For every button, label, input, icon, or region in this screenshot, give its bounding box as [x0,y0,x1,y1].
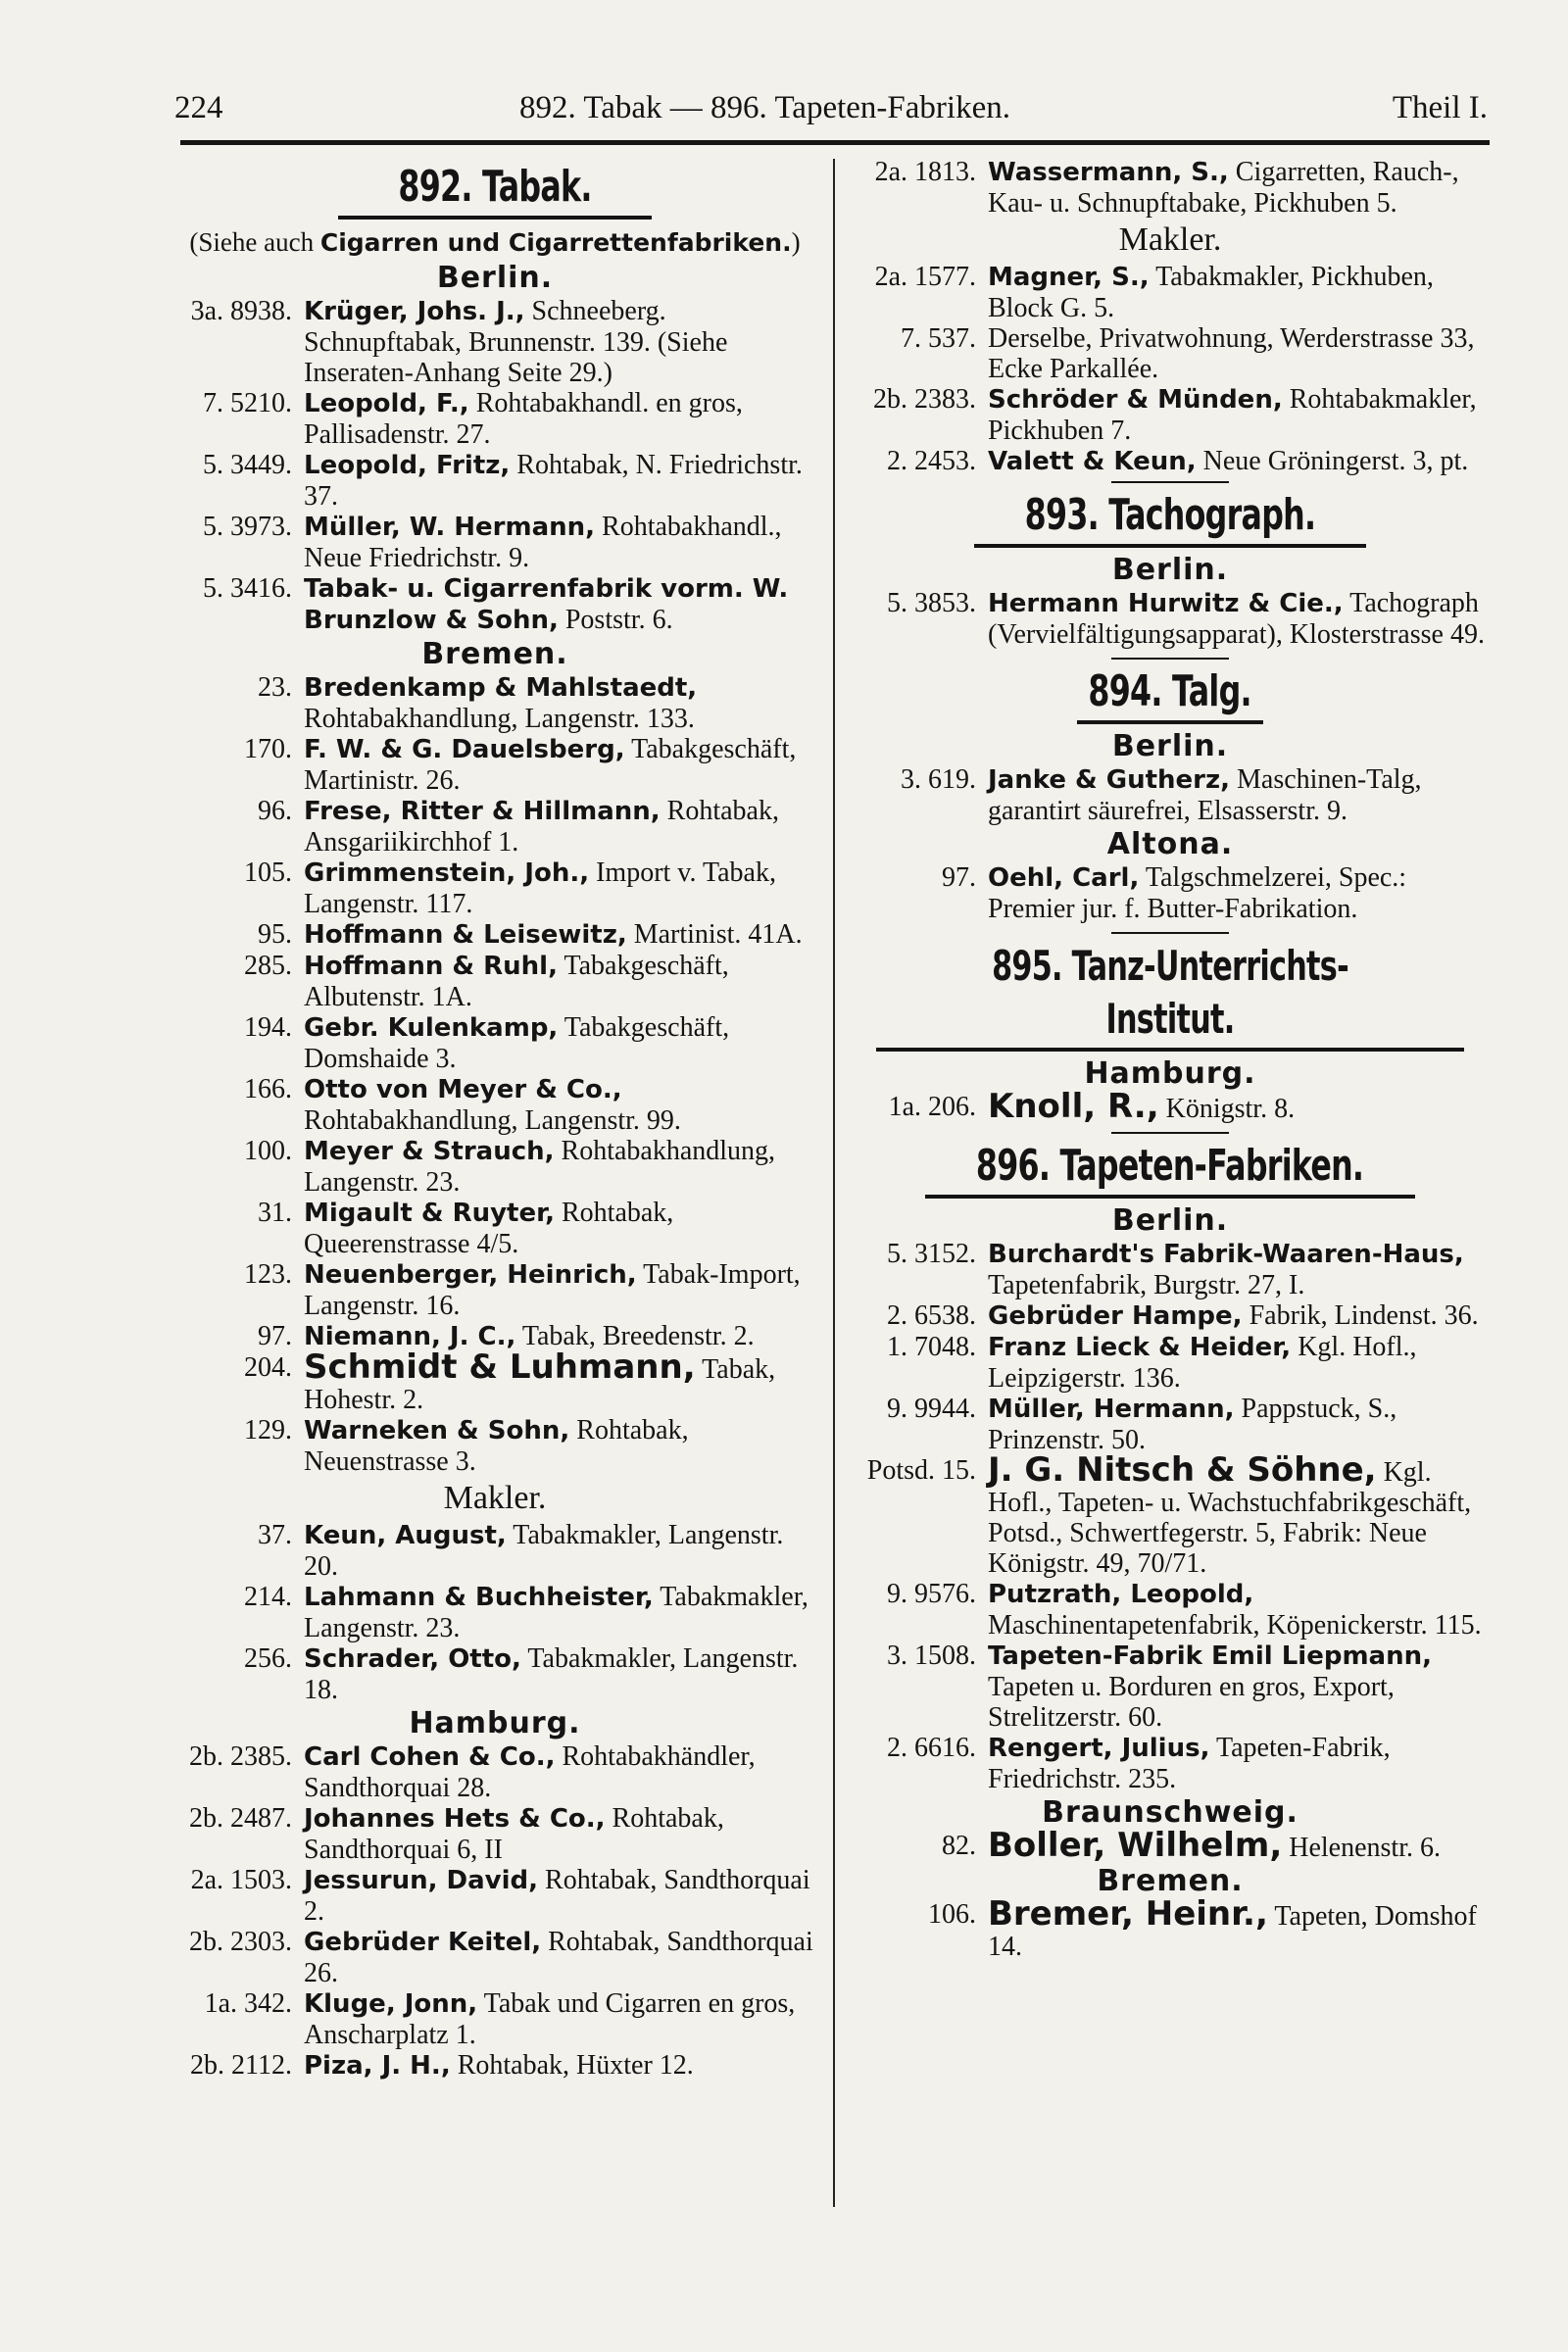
directory-entry [167,512,823,573]
entry-reference: 106. [928,1899,976,1930]
entry-text [304,858,823,919]
entry-name: Schröder & Münden, [988,385,1283,415]
section-title: 894. Talg. [1088,666,1252,716]
entry-text [988,384,1490,446]
entry-details: Rohtabak, Sandthorquai 6, II [304,1803,724,1865]
entry-list-hamburg [167,1741,823,2082]
entry-details: Rohtabak, Sandthorquai 2. [304,1865,810,1927]
entry-name: Jessurun, David, [304,1866,539,1895]
entry-text [304,1012,823,1074]
entry-list-talg-altona [851,862,1490,924]
entry-reference: 9. 9944. [887,1394,976,1424]
directory-entry [167,1741,823,1803]
entry-text [304,951,823,1012]
entry-reference: 2a. 1577. [874,262,976,292]
city-heading: Braunschweig. [1042,1795,1298,1830]
entry-text [304,296,823,388]
section-title: 893. Tachograph. [1024,490,1316,540]
entry-name: Hermann Hurwitz & Cie., [988,589,1344,618]
entry-list-tapeten-bremen [851,1894,1490,1962]
entry-details: Tabakmakler, Langenstr. 20. [304,1520,784,1582]
entry-details: Talgschmelzerei, Spec.: Premier jur. f. Butter-Fabrikation. [988,862,1407,924]
makler-heading: Makler. [443,1480,547,1516]
entry-reference: 82. [942,1831,976,1861]
directory-entry [167,919,823,951]
entry-text [988,588,1490,650]
entry-text [988,323,1490,384]
makler-heading: Makler. [1118,221,1222,258]
entry-name: Lahmann & Buchheister, [304,1583,654,1612]
entry-details: Derselbe, Privatwohnung, Werderstrasse 33, Ecke Parkallée. [988,323,1475,384]
directory-entry [167,1074,823,1136]
entry-name: Johannes Hets & Co., [304,1804,606,1834]
entry-text [988,157,1490,219]
directory-entry [851,1894,1490,1962]
directory-entry [167,796,823,858]
directory-entry [851,1332,1490,1394]
entry-reference: 2b. 2112. [190,2050,292,2081]
entry-name: J. G. Nitsch & Söhne, [988,1450,1377,1490]
entry-text [304,1803,823,1865]
entry-reference: 9. 9576. [887,1579,976,1609]
entry-text [304,796,823,858]
directory-entry [851,1733,1490,1794]
directory-entry [167,450,823,512]
entry-reference: 2b. 2385. [189,1741,292,1772]
entry-details: Fabrik, Lindenst. 36. [1242,1300,1479,1331]
entry-reference: 100. [244,1136,292,1166]
entry-details: Rohtabakhandl., Neue Friedrichstr. 9. [304,512,782,573]
entry-reference: Potsd. 15. [866,1455,976,1486]
entry-name: Gebrüder Keitel, [304,1928,542,1957]
entry-text [988,862,1490,924]
section-896-heading [851,1140,1490,1193]
entry-reference: 2. 6616. [887,1733,976,1763]
directory-entry [851,262,1490,323]
directory-entry [851,157,1490,219]
entry-list-makler [167,1520,823,1705]
entry-text [988,1733,1490,1794]
entry-details: Tabakgeschäft, Martinistr. 26. [304,734,797,796]
entry-name: Müller, W. Hermann, [304,513,596,542]
entry-reference: 2a. 1503. [190,1865,292,1895]
entry-text [304,2050,823,2082]
entry-details: Helenenstr. 6. [1282,1833,1441,1863]
entry-reference: 5. 3449. [203,450,292,480]
entry-details: Import v. Tabak, Langenstr. 117. [304,858,776,919]
entry-reference: 194. [244,1012,292,1043]
entry-name: Keun, August, [304,1521,507,1550]
entry-details: Cigarretten, Rauch-, Kau- u. Schnupftabake, Pickhuben 5. [988,157,1459,219]
entry-list-tapeten-braunschweig [851,1826,1490,1865]
directory-entry [851,446,1490,477]
entry-reference: 5. 3416. [203,573,292,604]
entry-list-continued [851,157,1490,219]
directory-entry [851,1450,1490,1579]
section-separator [1111,932,1229,934]
entry-reference: 23. [258,672,292,703]
section-894-heading [851,665,1490,718]
entry-name: F. W. & G. Dauelsberg, [304,735,625,764]
entry-text [988,1894,1490,1962]
entry-details: Rohtabak, Queerenstrasse 4/5. [304,1198,674,1259]
directory-entry [167,1643,823,1705]
entry-details: Rohtabak, Hüxter 12. [450,2050,694,2081]
entry-text [304,1520,823,1582]
entry-text [304,1198,823,1259]
directory-entry [167,1198,823,1259]
entry-reference: 204. [244,1352,292,1383]
section-separator [1111,481,1229,483]
entry-details: Rohtabak, Sandthorquai 26. [304,1927,813,1988]
entry-name: Magner, S., [988,263,1150,292]
section-separator [1111,1132,1229,1134]
entry-details: Maschinentapetenfabrik, Köpenickerstr. 115. [988,1610,1482,1641]
entry-reference: 123. [244,1259,292,1290]
entry-details: Tapeten u. Borduren en gros, Export, Strelitzerstr. 60. [988,1672,1395,1733]
entry-name: Carl Cohen & Co., [304,1742,556,1772]
entry-details: Rohtabak, N. Friedrichstr. 37. [304,450,803,512]
entry-name: Valett & Keun, [988,447,1197,476]
entry-text [304,388,823,450]
entry-name: Meyer & Strauch, [304,1137,555,1166]
entry-details: Rohtabak, Ansgariikirchhof 1. [304,796,779,858]
entry-reference: 2b. 2303. [189,1927,292,1957]
entry-name: Warneken & Sohn, [304,1416,570,1446]
entry-list-berlin [167,296,823,636]
entry-text [988,1579,1490,1641]
entry-name: Tapeten-Fabrik Emil Liepmann, [988,1642,1432,1671]
entry-details: Schneeberg. Schnupftabak, Brunnenstr. 139. (Siehe Inseraten-Anhang Seite 29.) [304,296,728,388]
entry-text [304,1741,823,1803]
entry-name: Rengert, Julius, [988,1734,1210,1763]
entry-details: Tapeten-Fabrik, Friedrichstr. 235. [988,1733,1391,1794]
entry-name: Otto von Meyer & Co., [304,1075,622,1104]
directory-entry [851,1239,1490,1300]
directory-entry [167,1865,823,1927]
section-title: 896. Tapeten-Fabriken. [976,1141,1364,1191]
entry-name: Kluge, Jonn, [304,1989,478,2019]
directory-entry [167,1927,823,1988]
entry-reference: 37. [258,1520,292,1550]
entry-text [304,573,823,636]
entry-reference: 2b. 2487. [189,1803,292,1834]
directory-entry [167,858,823,919]
entry-details: Rohtabakhandlung, Langenstr. 99. [304,1105,681,1136]
entry-text [304,450,823,512]
section-title: 895. Tanz-Unterrichts-Institut. [992,942,1348,1043]
entry-text [304,1415,823,1477]
directory-entry [851,1394,1490,1455]
entry-details: Tabak, Hohestr. 2. [304,1354,776,1415]
entry-details: Tabakgeschäft, Albutenstr. 1A. [304,951,729,1012]
entry-text [304,1136,823,1198]
directory-entry [167,1012,823,1074]
entry-name: Wassermann, S., [988,158,1229,187]
entry-text [304,919,823,951]
entry-text [304,1259,823,1321]
entry-name: Oehl, Carl, [988,863,1140,893]
entry-text [988,1394,1490,1455]
entry-details: Tabak und Cigarren en gros, Anscharplatz 1. [304,1988,796,2050]
entry-details: Rohtabakhandl. en gros, Pallisadenstr. 27. [304,388,743,450]
entry-list-tanz [851,1087,1490,1126]
directory-entry [167,1348,823,1415]
directory-entry [851,764,1490,826]
entry-name: Krüger, Johs. J., [304,297,525,326]
entry-name: Müller, Hermann, [988,1395,1235,1424]
entry-name: Leopold, Fritz, [304,451,511,480]
entry-list-bremen [167,672,823,1477]
directory-entry [167,388,823,450]
entry-name: Bremer, Heinr., [988,1894,1268,1934]
entry-name: Neuenberger, Heinrich, [304,1260,637,1290]
directory-entry [851,1826,1490,1865]
entry-text [304,1988,823,2050]
entry-name: Schrader, Otto, [304,1644,521,1674]
entry-reference: 31. [258,1198,292,1228]
entry-reference: 5. 3853. [887,588,976,618]
entry-details: Tabak-Import, Langenstr. 16. [304,1259,801,1321]
entry-list-makler [851,262,1490,477]
city-heading: Altona. [1106,827,1234,861]
entry-reference: 1a. 206. [888,1092,976,1122]
entry-reference: 7. 537. [901,323,976,354]
entry-details: Pappstuck, S., Prinzenstr. 50. [988,1394,1397,1455]
entry-text [988,1239,1490,1300]
entry-text [304,1582,823,1643]
directory-entry [851,1641,1490,1733]
city-heading: Hamburg. [1084,1056,1256,1091]
directory-entry [167,2050,823,2082]
entry-reference: 97. [942,862,976,893]
entry-name: Gebr. Kulenkamp, [304,1013,559,1043]
entry-name: Tabak- u. Cigarrenfabrik vorm. W. Brunzlow & Sohn, [304,574,789,635]
city-heading: Hamburg. [409,1706,581,1740]
entry-details: Tachograph (Vervielfältigungsapparat), Klosterstrasse 49. [988,588,1485,650]
directory-entry [851,1087,1490,1126]
directory-entry [167,951,823,1012]
entry-details: Rohtabak, Neuenstrasse 3. [304,1415,689,1477]
directory-entry [167,1803,823,1865]
see-also-prefix: (Siehe auch [189,227,320,257]
see-also-suffix: ) [791,227,801,257]
entry-details: Maschinen-Talg, garantirt säurefrei, Elsasserstr. 9. [988,764,1422,826]
directory-entry [851,384,1490,446]
entry-reference: 3. 619. [901,764,976,795]
header-rule [180,140,1490,145]
directory-entry [167,1582,823,1643]
entry-name: Niemann, J. C., [304,1322,516,1351]
entry-details: Königstr. 8. [1158,1094,1296,1124]
entry-reference: 97. [258,1321,292,1351]
section-rule [1077,720,1263,724]
entry-details: Poststr. 6. [558,605,673,635]
entry-text [304,512,823,573]
entry-text [304,1643,823,1705]
entry-details: Tabakgeschäft, Domshaide 3. [304,1012,730,1074]
entry-reference: 3. 1508. [887,1641,976,1671]
entry-name: Hoffmann & Ruhl, [304,952,558,981]
directory-entry [167,1520,823,1582]
entry-reference: 2. 2453. [887,446,976,476]
entry-name: Gebrüder Hampe, [988,1301,1243,1331]
entry-text [304,1348,823,1415]
entry-details: Rohtabakhandlung, Langenstr. 23. [304,1136,776,1198]
entry-name: Migault & Ruyter, [304,1199,555,1228]
section-893-heading [851,489,1490,542]
entry-text [988,1826,1490,1865]
directory-entry [167,672,823,734]
entry-details: Martinist. 41A. [626,919,803,950]
entry-reference: 5. 3973. [203,512,292,542]
entry-details: Rohtabakmakler, Pickhuben 7. [988,384,1477,446]
entry-name: Janke & Gutherz, [988,765,1230,795]
entry-reference: 2. 6538. [887,1300,976,1331]
entry-name: Frese, Ritter & Hillmann, [304,797,661,826]
entry-reference: 2a. 1813. [874,157,976,187]
part-label: Theil I. [1392,90,1488,125]
section-rule [338,216,652,220]
entry-text [988,446,1490,477]
entry-text [988,1450,1490,1579]
entry-name: Leopold, F., [304,389,469,418]
entry-text [304,672,823,734]
entry-name: Boller, Wilhelm, [988,1826,1283,1865]
directory-entry [167,573,823,636]
entry-reference: 3a. 8938. [190,296,292,326]
directory-entry [167,734,823,796]
entry-reference: 214. [244,1582,292,1612]
directory-entry [851,1300,1490,1332]
column-divider [833,159,835,2207]
entry-details: Tabakmakler, Langenstr. 18. [304,1643,799,1705]
running-title: 892. Tabak — 896. Tapeten-Fabriken. [519,90,1010,125]
entry-name: Piza, J. H., [304,2051,451,2081]
entry-reference: 7. 5210. [203,388,292,418]
entry-name: Putzrath, Leopold, [988,1580,1254,1609]
see-also-note [167,225,823,260]
section-rule [876,1048,1464,1052]
entry-name: Grimmenstein, Joh., [304,858,590,888]
entry-list-talg-berlin [851,764,1490,826]
section-895-heading [851,940,1490,1046]
entry-reference: 95. [258,919,292,950]
entry-text [988,764,1490,826]
entry-reference: 170. [244,734,292,764]
entry-reference: 1. 7048. [887,1332,976,1362]
directory-entry [851,588,1490,650]
entry-details: Rohtabakhandlung, Langenstr. 133. [304,704,695,734]
entry-name: Bredenkamp & Mahlstaedt, [304,673,698,703]
entry-reference: 256. [244,1643,292,1674]
entry-reference: 96. [258,796,292,826]
entry-name: Burchardt's Fabrik-Waaren-Haus, [988,1240,1464,1269]
entry-name: Schmidt & Luhmann, [304,1348,696,1387]
entry-list-tapeten-berlin [851,1239,1490,1794]
entry-reference: 1a. 342. [204,1988,292,2019]
directory-entry [851,862,1490,924]
entry-reference: 129. [244,1415,292,1446]
entry-text [988,262,1490,323]
directory-entry [167,1259,823,1321]
entry-details: Kgl. Hofl., Tapeten- u. Wachstuchfabrikgeschäft, Potsd., Schwertfegerstr. 5, Fabrik: Neue Königstr. 49, 70/71. [988,1457,1472,1579]
see-also-reference: Cigarren und Cigarrettenfabriken. [319,228,792,257]
directory-entry [167,1136,823,1198]
directory-entry [851,1579,1490,1641]
directory-entry [167,1415,823,1477]
city-heading: Berlin. [1111,1203,1229,1238]
city-heading: Bremen. [1097,1864,1244,1898]
entry-text [988,1087,1490,1126]
left-column [167,157,823,2082]
page-number: 224 [174,90,223,125]
entry-text [304,1927,823,1988]
directory-entry [167,1988,823,2050]
entry-text [304,1074,823,1136]
entry-reference: 2b. 2383. [873,384,976,415]
entry-reference: 285. [244,951,292,981]
page-header [174,90,1488,139]
entry-name: Franz Lieck & Heider, [988,1333,1292,1362]
entry-details: Kgl. Hofl., Leipzigerstr. 136. [988,1332,1417,1394]
entry-details: Tapeten, Domshof 14. [988,1901,1477,1962]
entry-reference: 105. [244,858,292,888]
entry-details: Tabak, Breedenstr. 2. [515,1321,755,1351]
entry-reference: 5. 3152. [887,1239,976,1269]
entry-text [988,1300,1490,1332]
entry-list-tachograph [851,588,1490,650]
right-column [851,157,1490,1962]
city-heading: Berlin. [436,261,554,295]
entry-reference: 166. [244,1074,292,1104]
city-heading: Berlin. [1111,553,1229,587]
section-title: 892. Tabak. [398,162,592,212]
city-heading: Berlin. [1111,729,1229,763]
section-rule [925,1195,1415,1199]
section-rule [974,544,1366,548]
entry-details: Tapetenfabrik, Burgstr. 27, I. [988,1270,1305,1300]
entry-details: Tabakmakler, Pickhuben, Block G. 5. [988,262,1434,323]
entry-name: Knoll, R., [988,1087,1159,1126]
entry-details: Tabakmakler, Langenstr. 23. [304,1582,808,1643]
entry-details: Rohtabakhändler, Sandthorquai 28. [304,1741,756,1803]
section-separator [1111,658,1229,660]
entry-text [304,734,823,796]
entry-text [988,1332,1490,1394]
city-heading: Bremen. [421,637,568,671]
entry-text [988,1641,1490,1733]
entry-details: Neue Gröningerst. 3, pt. [1196,446,1469,476]
directory-entry [851,323,1490,384]
entry-name: Hoffmann & Leisewitz, [304,920,627,950]
entry-text [304,1865,823,1927]
section-892-heading [167,161,823,214]
directory-entry [167,296,823,388]
